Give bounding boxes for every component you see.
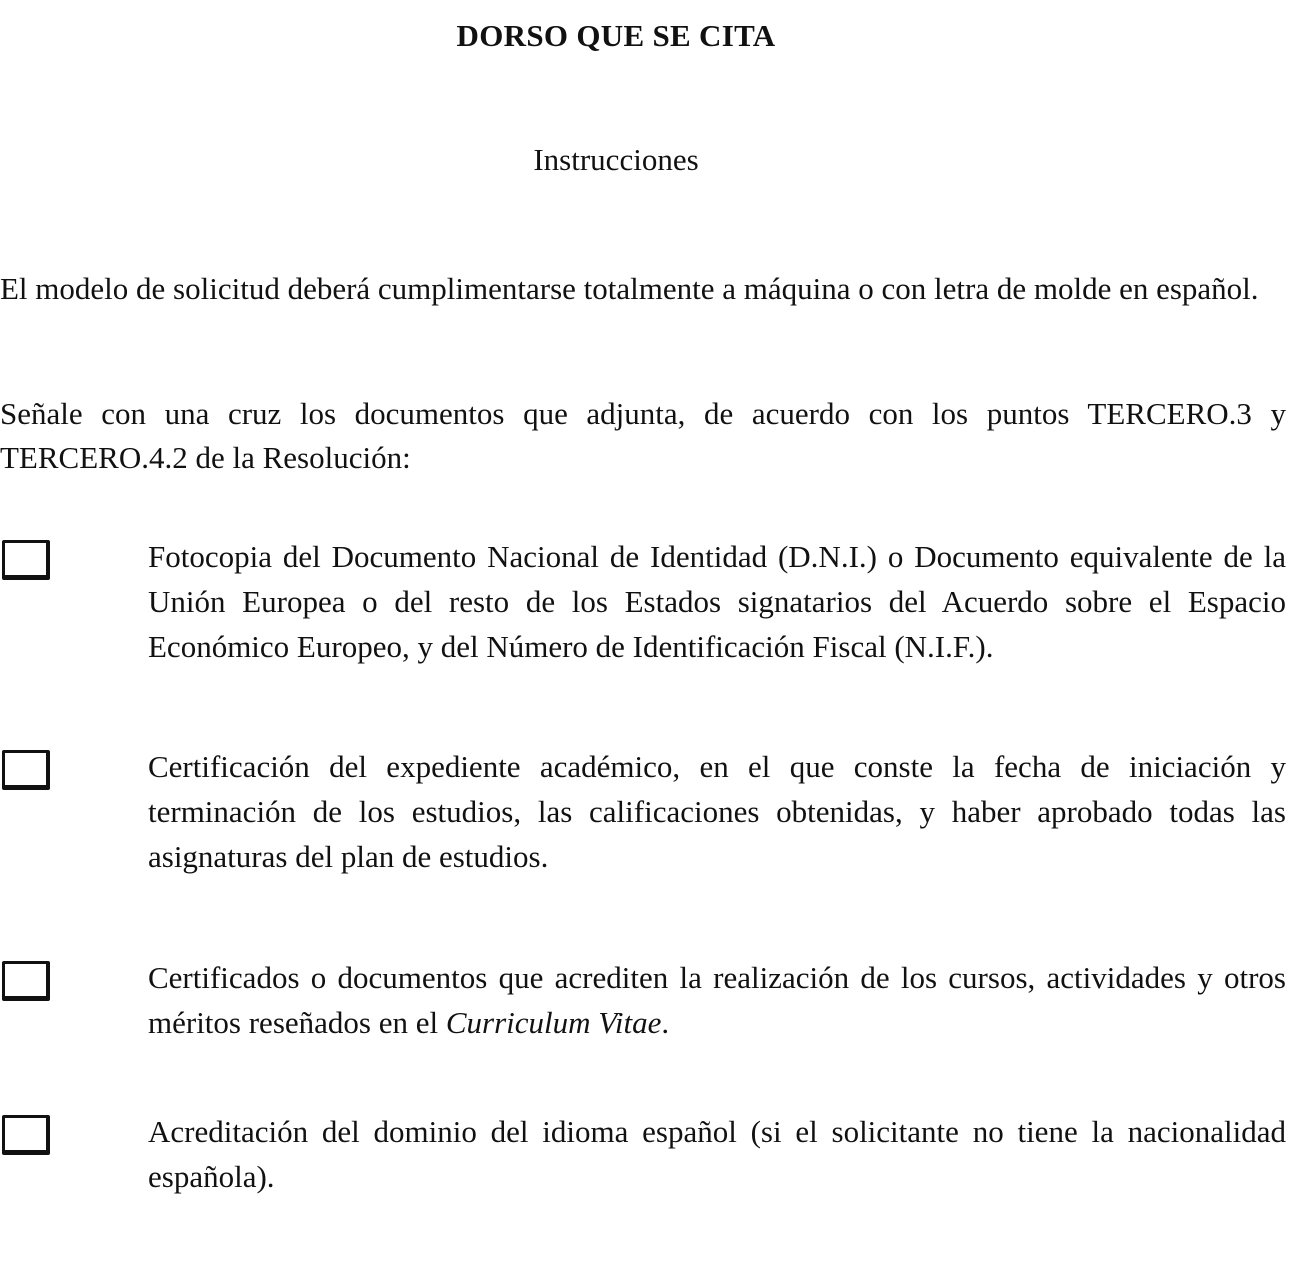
- document-subtitle: Instrucciones: [533, 142, 699, 177]
- checklist-item-text-end: .: [661, 1005, 670, 1040]
- checklist-item-text: Acreditación del dominio del idioma español (si el solicitante no tiene la nacionalidad española).: [148, 1114, 1286, 1194]
- checklist-item-text: Fotocopia del Documento Nacional de Identidad (D.N.I.) o Documento equivalente de la Unión Europea o del resto de los Estados signatarios del Acuerdo sobre el Espacio Económico Europeo, y del Número de Identificación Fiscal (N.I.F.).: [148, 539, 1286, 664]
- document-title: DORSO QUE SE CITA: [456, 18, 776, 53]
- curriculum-vitae-italic: Curriculum Vitae: [445, 1005, 662, 1040]
- checklist-item-text: [148, 955, 1286, 1045]
- checkbox-expediente[interactable]: [2, 750, 50, 790]
- checkbox-dni[interactable]: [2, 540, 50, 580]
- checkbox-idioma[interactable]: [2, 1115, 50, 1155]
- checklist-item-text: Certificación del expediente académico, en el que conste la fecha de iniciación y terminación de los estudios, las calificaciones obtenidas, y haber aprobado todas las asignaturas del plan de estudios.: [148, 749, 1286, 874]
- checkbox-certificados[interactable]: [2, 961, 50, 1001]
- instruction-paragraph-2: Señale con una cruz los documentos que adjunta, de acuerdo con los puntos TERCERO.3 y TERCERO.4.2 de la Resolución:: [0, 396, 1286, 475]
- instruction-paragraph-1: El modelo de solicitud deberá cumplimentarse totalmente a máquina o con letra de molde en español.: [0, 271, 1259, 306]
- checklist-item-text-start: Certificados o documentos que acrediten la realización de los cursos, actividades y otros méritos reseñados en el: [148, 960, 1286, 1040]
